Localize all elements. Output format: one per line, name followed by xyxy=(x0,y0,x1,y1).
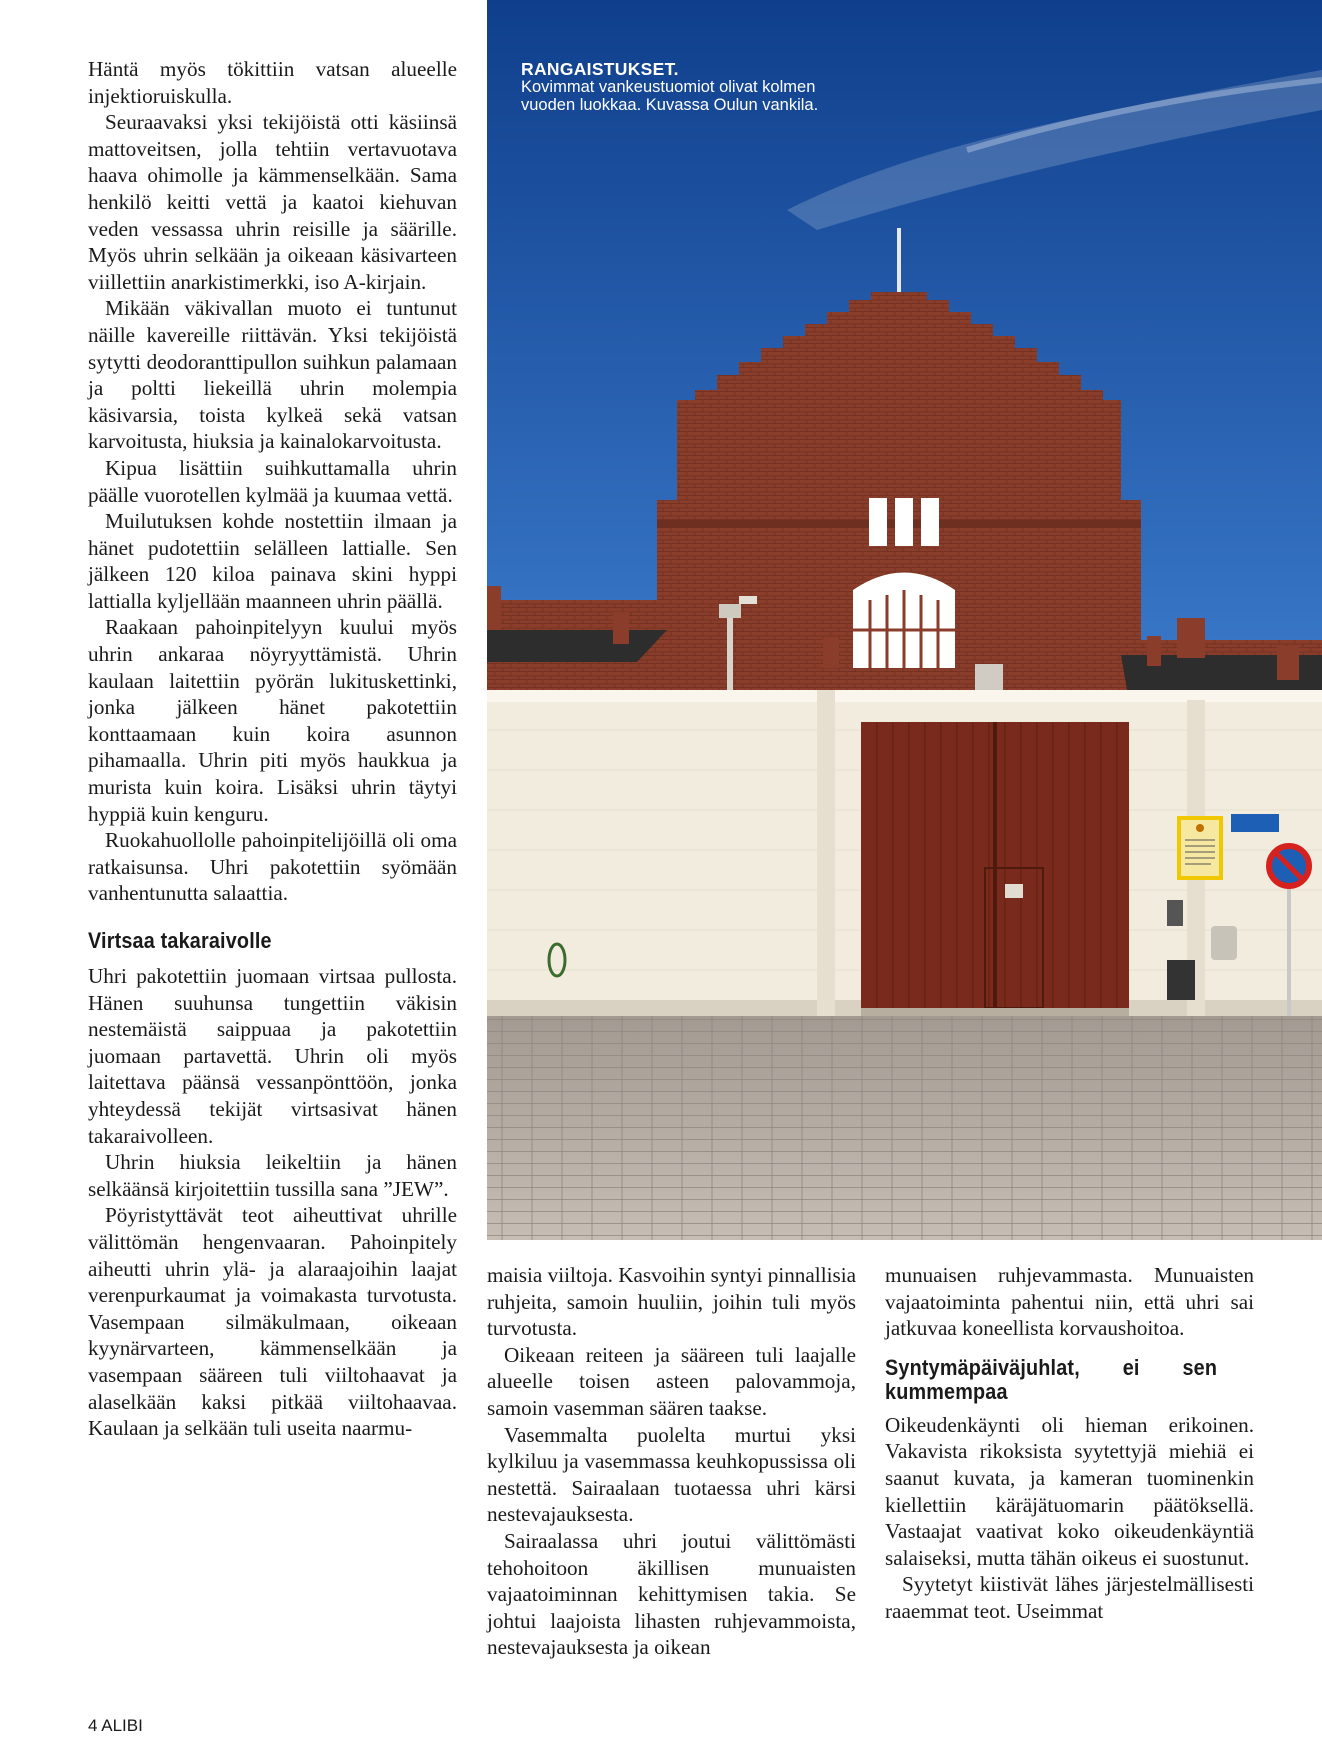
caption-text: Kovimmat vankeustuomiot olivat kolmen vuoden luokkaa. Kuvassa Oulun vankila. xyxy=(521,78,819,114)
prison-illustration xyxy=(487,0,1322,1240)
paragraph: Syytetyt kiistivät lähes järjestelmällisesti raaemmat teot. Useimmat xyxy=(885,1572,1254,1623)
paragraph: Sairaalassa uhri joutui välittömästi tehohoitoon äkillisen munuaisten vajaatoiminnan kehittymisen takia. Se johtui laajoista lihasten ruhjevammoista, nestevajauksesta ja oikean xyxy=(487,1528,856,1660)
paragraph: Ruokahuollolle pahoinpitelijöillä oli oma ratkaisunsa. Uhri pakotettiin syömään vanhentunutta salaattia. xyxy=(88,828,457,906)
photo-caption xyxy=(521,60,821,114)
paragraph: Oikeudenkäynti oli hieman erikoinen. Vakavista rikoksista syytettyjä miehiä ei saanut kuvata, ja kameran tuominenkin kiellettiin käräjätuomarin päätöksellä. Vastaajat vaativat koko oikeudenkäyntiä salaiseksi, mutta tähän oikeus ei suostunut. xyxy=(885,1412,1254,1570)
paragraph: Muilutuksen kohde nostettiin ilmaan ja hänet pudotettiin selälleen lattialle. Sen jälkeen 120 kiloa painava skini hyppi lattialla kyljellään maanneen uhrin päällä. xyxy=(88,509,457,613)
paragraph: Uhri pakotettiin juomaan virtsaa pullosta. Hänen suuhunsa tungettiin väkisin nestemäistä saippuaa ja pakotettiin juomaan partavettä. Uhrin oli myös laitettava päänsä vessanpönttöön, jonka yhteydessä tekijät virtsasivat hänen takaraivolleen. xyxy=(88,964,457,1148)
paragraph: Uhrin hiuksia leikeltiin ja hänen selkäänsä kirjoitettiin tussilla sana ”JEW”. xyxy=(88,1150,457,1201)
paragraph: maisia viiltoja. Kasvoihin syntyi pinnallisia ruhjeita, samoin huuliin, joihin tuli myös turvotusta. xyxy=(487,1263,856,1341)
paragraph: Kipua lisättiin suihkuttamalla uhrin päälle vuorotellen kylmää ja kuumaa vettä. xyxy=(88,455,457,507)
page-folio: 4 ALIBI xyxy=(88,1716,143,1735)
article-column-2 xyxy=(487,1262,856,1661)
paragraph: Raakaan pahoinpitelyyn kuului myös uhrin ankaraa nöyryyttämistä. Uhrin kaulaan laitettiin pyörän lukituskettinki, jonka jälkeen hänet pakotettiin konttaamaan kuin koira asunnon pihamaalla. Uhrin piti myös haukkua ja murista kuin koira. Lisäksi uhrin täytyi hyppiä kuin kenguru. xyxy=(88,615,457,826)
article-column-3 xyxy=(885,1262,1254,1625)
paragraph: munuaisen ruhjevammasta. Munuaisten vajaatoiminta pahentui niin, että uhri sai jatkuvaa koneellista korvaushoitoa. xyxy=(885,1263,1254,1341)
paragraph: Oikeaan reiteen ja sääreen tuli laajalle alueelle toisen asteen palovammoja, samoin vasemman säären taakse. xyxy=(487,1342,856,1420)
prison-photo xyxy=(487,0,1322,1240)
paragraph: Vasemmalta puolelta murtui yksi kylkiluu ja vasemmassa keuhkopussissa oli nestettä. Sairaalaan tuotaessa uhri kärsi nestevajauksesta. xyxy=(487,1422,856,1527)
article-column-1 xyxy=(88,56,457,1442)
subheading: Syntymäpäiväjuhlat, ei sen kummempaa xyxy=(885,1354,1218,1404)
paragraph: Pöyristyttävät teot aiheuttivat uhrille välittömän hengenvaaran. Pahoinpitely aiheutti uhrin ylä- ja alaraajoihin laajat verenpurkaumat ja voimakasta turvotusta. Vasempaan silmäkulmaan, oikeaan kyynärvarteen, kämmenselkään ja vasempaan sääreen tuli viiltohaavat ja alaselkään kaksi pitkää viiltohaavaa. Kaulaan ja selkään tuli useita naarmu- xyxy=(88,1203,457,1441)
paragraph: Mikään väkivallan muoto ei tuntunut näille kavereille riittävän. Yksi tekijöistä sytytti deodoranttipullon suihkun palamaan ja poltti liekeillä uhrin molempia käsivarsia, toista kylkeä sekä vatsan karvoitusta, hiuksia ja kainalokarvoitusta. xyxy=(88,296,457,454)
subheading: Virtsaa takaraivolle xyxy=(88,928,272,953)
caption-title: RANGAISTUKSET. xyxy=(521,59,679,79)
paragraph: Häntä myös tökittiin vatsan alueelle injektioruiskulla. xyxy=(88,57,457,108)
paragraph: Seuraavaksi yksi tekijöistä otti käsiinsä mattoveitsen, jolla tehtiin vertavuotava haava ohimolle ja kämmenselkään. Sama henkilö keitti vettä ja kaatoi kiehuvan veden vessassa uhrin reisille ja säärille. Myös uhrin selkään ja oikeaan käsivarteen viillettiin anarkistimerkki, iso A-kirjain. xyxy=(88,110,457,294)
